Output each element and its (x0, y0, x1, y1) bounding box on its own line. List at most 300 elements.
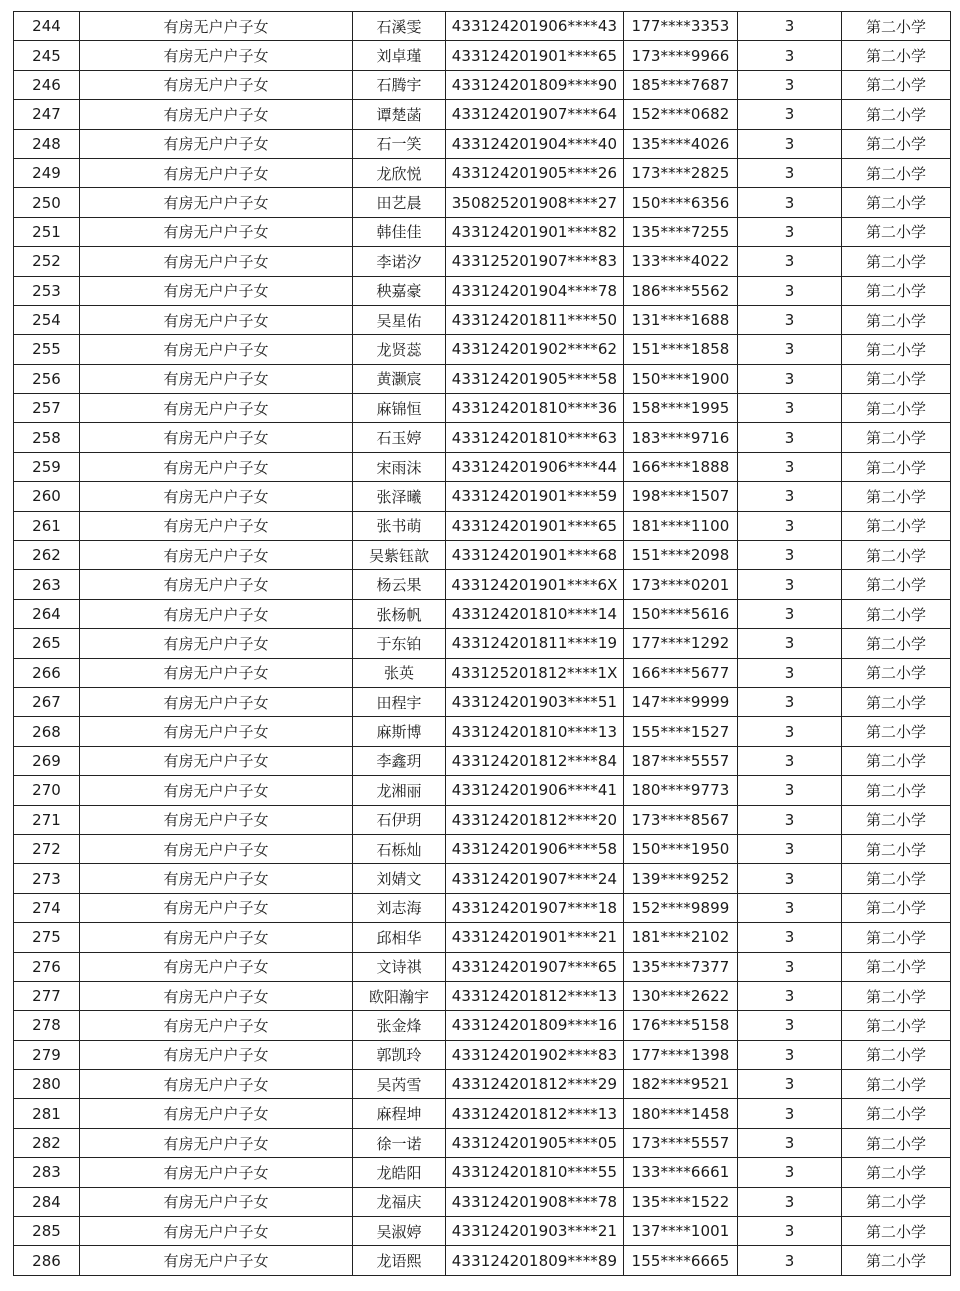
table-row (14, 541, 951, 570)
school-cell: 第二小学 (842, 805, 951, 834)
id-number-cell: 433124201901****68 (446, 541, 624, 570)
school-cell: 第二小学 (842, 129, 951, 158)
grade-cell: 3 (738, 247, 842, 276)
category-cell: 有房无户户子女 (80, 129, 353, 158)
school-cell: 第二小学 (842, 452, 951, 481)
student-name-cell: 石栎灿 (353, 834, 446, 863)
enrollment-table (13, 11, 951, 1276)
school-cell: 第二小学 (842, 981, 951, 1010)
phone-number-cell: 166****1888 (624, 452, 738, 481)
table-row (14, 1246, 951, 1275)
grade-cell: 3 (738, 70, 842, 99)
phone-number-cell: 173****5557 (624, 1128, 738, 1157)
grade-cell: 3 (738, 1246, 842, 1275)
row-number-cell: 265 (14, 629, 80, 658)
category-cell: 有房无户户子女 (80, 247, 353, 276)
grade-cell: 3 (738, 305, 842, 334)
grade-cell: 3 (738, 1128, 842, 1157)
category-cell: 有房无户户子女 (80, 834, 353, 863)
id-number-cell: 433124201812****29 (446, 1070, 624, 1099)
row-number-cell: 245 (14, 41, 80, 70)
phone-number-cell: 198****1507 (624, 482, 738, 511)
row-number-cell: 268 (14, 717, 80, 746)
school-cell: 第二小学 (842, 364, 951, 393)
id-number-cell: 433124201906****41 (446, 776, 624, 805)
phone-number-cell: 181****2102 (624, 923, 738, 952)
phone-number-cell: 177****1398 (624, 1040, 738, 1069)
category-cell: 有房无户户子女 (80, 1070, 353, 1099)
table-row (14, 482, 951, 511)
id-number-cell: 433124201906****43 (446, 12, 624, 41)
row-number-cell: 261 (14, 511, 80, 540)
school-cell: 第二小学 (842, 599, 951, 628)
student-name-cell: 黄灏宸 (353, 364, 446, 393)
category-cell: 有房无户户子女 (80, 1099, 353, 1128)
grade-cell: 3 (738, 364, 842, 393)
id-number-cell: 433125201907****83 (446, 247, 624, 276)
grade-cell: 3 (738, 658, 842, 687)
table-row (14, 776, 951, 805)
school-cell: 第二小学 (842, 100, 951, 129)
table-row (14, 335, 951, 364)
table-row (14, 834, 951, 863)
student-name-cell: 吴芮雪 (353, 1070, 446, 1099)
row-number-cell: 273 (14, 864, 80, 893)
student-name-cell: 郭凯玲 (353, 1040, 446, 1069)
category-cell: 有房无户户子女 (80, 158, 353, 187)
row-number-cell: 281 (14, 1099, 80, 1128)
table-row (14, 864, 951, 893)
category-cell: 有房无户户子女 (80, 100, 353, 129)
grade-cell: 3 (738, 687, 842, 716)
school-cell: 第二小学 (842, 1128, 951, 1157)
table-row (14, 805, 951, 834)
row-number-cell: 257 (14, 394, 80, 423)
phone-number-cell: 151****2098 (624, 541, 738, 570)
school-cell: 第二小学 (842, 41, 951, 70)
category-cell: 有房无户户子女 (80, 1011, 353, 1040)
table-row (14, 394, 951, 423)
category-cell: 有房无户户子女 (80, 41, 353, 70)
phone-number-cell: 150****6356 (624, 188, 738, 217)
student-name-cell: 石玉婷 (353, 423, 446, 452)
id-number-cell: 433124201905****58 (446, 364, 624, 393)
student-name-cell: 麻锦恒 (353, 394, 446, 423)
school-cell: 第二小学 (842, 923, 951, 952)
row-number-cell: 283 (14, 1158, 80, 1187)
grade-cell: 3 (738, 511, 842, 540)
id-number-cell: 433124201901****65 (446, 41, 624, 70)
grade-cell: 3 (738, 394, 842, 423)
table-row (14, 1099, 951, 1128)
row-number-cell: 279 (14, 1040, 80, 1069)
id-number-cell: 350825201908****27 (446, 188, 624, 217)
category-cell: 有房无户户子女 (80, 364, 353, 393)
category-cell: 有房无户户子女 (80, 1158, 353, 1187)
row-number-cell: 277 (14, 981, 80, 1010)
school-cell: 第二小学 (842, 423, 951, 452)
row-number-cell: 264 (14, 599, 80, 628)
student-name-cell: 吴淑婷 (353, 1217, 446, 1246)
table-row (14, 687, 951, 716)
table-row (14, 981, 951, 1010)
phone-number-cell: 152****9899 (624, 893, 738, 922)
student-name-cell: 吴星佑 (353, 305, 446, 334)
grade-cell: 3 (738, 129, 842, 158)
category-cell: 有房无户户子女 (80, 1040, 353, 1069)
category-cell: 有房无户户子女 (80, 1217, 353, 1246)
student-name-cell: 龙语熙 (353, 1246, 446, 1275)
school-cell: 第二小学 (842, 746, 951, 775)
table-row (14, 1070, 951, 1099)
student-name-cell: 麻程坤 (353, 1099, 446, 1128)
row-number-cell: 248 (14, 129, 80, 158)
phone-number-cell: 173****8567 (624, 805, 738, 834)
phone-number-cell: 150****5616 (624, 599, 738, 628)
grade-cell: 3 (738, 981, 842, 1010)
grade-cell: 3 (738, 423, 842, 452)
category-cell: 有房无户户子女 (80, 482, 353, 511)
phone-number-cell: 166****5677 (624, 658, 738, 687)
grade-cell: 3 (738, 217, 842, 246)
id-number-cell: 433124201907****18 (446, 893, 624, 922)
id-number-cell: 433124201812****84 (446, 746, 624, 775)
grade-cell: 3 (738, 570, 842, 599)
school-cell: 第二小学 (842, 717, 951, 746)
school-cell: 第二小学 (842, 1099, 951, 1128)
student-name-cell: 张英 (353, 658, 446, 687)
id-number-cell: 433124201812****13 (446, 1099, 624, 1128)
school-cell: 第二小学 (842, 1070, 951, 1099)
school-cell: 第二小学 (842, 1246, 951, 1275)
table-row (14, 188, 951, 217)
id-number-cell: 433124201812****13 (446, 981, 624, 1010)
id-number-cell: 433124201902****62 (446, 335, 624, 364)
grade-cell: 3 (738, 158, 842, 187)
school-cell: 第二小学 (842, 864, 951, 893)
id-number-cell: 433124201904****78 (446, 276, 624, 305)
student-name-cell: 欧阳瀚宇 (353, 981, 446, 1010)
table-row (14, 1128, 951, 1157)
row-number-cell: 274 (14, 893, 80, 922)
table-row (14, 41, 951, 70)
student-name-cell: 刘志海 (353, 893, 446, 922)
grade-cell: 3 (738, 188, 842, 217)
grade-cell: 3 (738, 864, 842, 893)
id-number-cell: 433124201809****16 (446, 1011, 624, 1040)
grade-cell: 3 (738, 834, 842, 863)
row-number-cell: 258 (14, 423, 80, 452)
phone-number-cell: 183****9716 (624, 423, 738, 452)
table-row (14, 100, 951, 129)
category-cell: 有房无户户子女 (80, 687, 353, 716)
student-name-cell: 刘婧文 (353, 864, 446, 893)
phone-number-cell: 155****6665 (624, 1246, 738, 1275)
row-number-cell: 256 (14, 364, 80, 393)
id-number-cell: 433124201901****82 (446, 217, 624, 246)
table-row (14, 1011, 951, 1040)
phone-number-cell: 177****1292 (624, 629, 738, 658)
id-number-cell: 433124201810****63 (446, 423, 624, 452)
student-name-cell: 龙皓阳 (353, 1158, 446, 1187)
grade-cell: 3 (738, 541, 842, 570)
row-number-cell: 269 (14, 746, 80, 775)
student-name-cell: 田程宇 (353, 687, 446, 716)
school-cell: 第二小学 (842, 276, 951, 305)
phone-number-cell: 180****9773 (624, 776, 738, 805)
grade-cell: 3 (738, 276, 842, 305)
id-number-cell: 433124201812****20 (446, 805, 624, 834)
category-cell: 有房无户户子女 (80, 1187, 353, 1216)
id-number-cell: 433124201809****89 (446, 1246, 624, 1275)
student-name-cell: 石伊玥 (353, 805, 446, 834)
row-number-cell: 262 (14, 541, 80, 570)
table-row (14, 129, 951, 158)
student-name-cell: 石一笑 (353, 129, 446, 158)
school-cell: 第二小学 (842, 1158, 951, 1187)
phone-number-cell: 135****7377 (624, 952, 738, 981)
row-number-cell: 263 (14, 570, 80, 599)
id-number-cell: 433124201809****90 (446, 70, 624, 99)
school-cell: 第二小学 (842, 217, 951, 246)
phone-number-cell: 135****1522 (624, 1187, 738, 1216)
row-number-cell: 267 (14, 687, 80, 716)
grade-cell: 3 (738, 599, 842, 628)
phone-number-cell: 131****1688 (624, 305, 738, 334)
category-cell: 有房无户户子女 (80, 981, 353, 1010)
phone-number-cell: 187****5557 (624, 746, 738, 775)
school-cell: 第二小学 (842, 1187, 951, 1216)
student-name-cell: 谭楚菡 (353, 100, 446, 129)
student-name-cell: 龙贤蕊 (353, 335, 446, 364)
grade-cell: 3 (738, 335, 842, 364)
table-row (14, 452, 951, 481)
student-name-cell: 田艺晨 (353, 188, 446, 217)
student-name-cell: 张金烽 (353, 1011, 446, 1040)
student-name-cell: 文诗祺 (353, 952, 446, 981)
row-number-cell: 286 (14, 1246, 80, 1275)
category-cell: 有房无户户子女 (80, 541, 353, 570)
category-cell: 有房无户户子女 (80, 1128, 353, 1157)
category-cell: 有房无户户子女 (80, 217, 353, 246)
row-number-cell: 244 (14, 12, 80, 41)
phone-number-cell: 173****0201 (624, 570, 738, 599)
id-number-cell: 433124201901****59 (446, 482, 624, 511)
phone-number-cell: 158****1995 (624, 394, 738, 423)
id-number-cell: 433124201901****21 (446, 923, 624, 952)
table-row (14, 1040, 951, 1069)
table-row (14, 158, 951, 187)
row-number-cell: 255 (14, 335, 80, 364)
row-number-cell: 278 (14, 1011, 80, 1040)
school-cell: 第二小学 (842, 776, 951, 805)
phone-number-cell: 181****1100 (624, 511, 738, 540)
id-number-cell: 433124201905****05 (446, 1128, 624, 1157)
grade-cell: 3 (738, 1011, 842, 1040)
table-row (14, 305, 951, 334)
grade-cell: 3 (738, 41, 842, 70)
table-row (14, 423, 951, 452)
phone-number-cell: 151****1858 (624, 335, 738, 364)
phone-number-cell: 180****1458 (624, 1099, 738, 1128)
category-cell: 有房无户户子女 (80, 12, 353, 41)
phone-number-cell: 133****6661 (624, 1158, 738, 1187)
grade-cell: 3 (738, 776, 842, 805)
category-cell: 有房无户户子女 (80, 423, 353, 452)
category-cell: 有房无户户子女 (80, 599, 353, 628)
row-number-cell: 259 (14, 452, 80, 481)
row-number-cell: 272 (14, 834, 80, 863)
student-name-cell: 韩佳佳 (353, 217, 446, 246)
grade-cell: 3 (738, 893, 842, 922)
category-cell: 有房无户户子女 (80, 511, 353, 540)
school-cell: 第二小学 (842, 511, 951, 540)
id-number-cell: 433125201812****1X (446, 658, 624, 687)
student-name-cell: 龙福庆 (353, 1187, 446, 1216)
category-cell: 有房无户户子女 (80, 335, 353, 364)
table-row (14, 511, 951, 540)
row-number-cell: 251 (14, 217, 80, 246)
school-cell: 第二小学 (842, 394, 951, 423)
id-number-cell: 433124201903****51 (446, 687, 624, 716)
table-row (14, 1187, 951, 1216)
id-number-cell: 433124201903****21 (446, 1217, 624, 1246)
school-cell: 第二小学 (842, 834, 951, 863)
id-number-cell: 433124201811****19 (446, 629, 624, 658)
grade-cell: 3 (738, 805, 842, 834)
category-cell: 有房无户户子女 (80, 952, 353, 981)
category-cell: 有房无户户子女 (80, 452, 353, 481)
school-cell: 第二小学 (842, 1040, 951, 1069)
table-row (14, 599, 951, 628)
category-cell: 有房无户户子女 (80, 1246, 353, 1275)
row-number-cell: 271 (14, 805, 80, 834)
school-cell: 第二小学 (842, 335, 951, 364)
grade-cell: 3 (738, 1217, 842, 1246)
row-number-cell: 246 (14, 70, 80, 99)
category-cell: 有房无户户子女 (80, 394, 353, 423)
row-number-cell: 247 (14, 100, 80, 129)
id-number-cell: 433124201904****40 (446, 129, 624, 158)
student-name-cell: 张书萌 (353, 511, 446, 540)
id-number-cell: 433124201901****65 (446, 511, 624, 540)
table-row (14, 364, 951, 393)
grade-cell: 3 (738, 952, 842, 981)
id-number-cell: 433124201810****14 (446, 599, 624, 628)
id-number-cell: 433124201810****36 (446, 394, 624, 423)
id-number-cell: 433124201901****6X (446, 570, 624, 599)
grade-cell: 3 (738, 1158, 842, 1187)
table-row (14, 952, 951, 981)
category-cell: 有房无户户子女 (80, 864, 353, 893)
row-number-cell: 275 (14, 923, 80, 952)
category-cell: 有房无户户子女 (80, 746, 353, 775)
category-cell: 有房无户户子女 (80, 629, 353, 658)
row-number-cell: 254 (14, 305, 80, 334)
school-cell: 第二小学 (842, 305, 951, 334)
phone-number-cell: 173****9966 (624, 41, 738, 70)
grade-cell: 3 (738, 923, 842, 952)
phone-number-cell: 137****1001 (624, 1217, 738, 1246)
table-row (14, 717, 951, 746)
id-number-cell: 433124201810****55 (446, 1158, 624, 1187)
grade-cell: 3 (738, 746, 842, 775)
student-name-cell: 吴紫钰歆 (353, 541, 446, 570)
category-cell: 有房无户户子女 (80, 893, 353, 922)
school-cell: 第二小学 (842, 893, 951, 922)
school-cell: 第二小学 (842, 482, 951, 511)
row-number-cell: 270 (14, 776, 80, 805)
row-number-cell: 276 (14, 952, 80, 981)
grade-cell: 3 (738, 1070, 842, 1099)
school-cell: 第二小学 (842, 1217, 951, 1246)
grade-cell: 3 (738, 1099, 842, 1128)
grade-cell: 3 (738, 482, 842, 511)
id-number-cell: 433124201906****44 (446, 452, 624, 481)
student-name-cell: 李诺汐 (353, 247, 446, 276)
category-cell: 有房无户户子女 (80, 805, 353, 834)
table-row (14, 746, 951, 775)
category-cell: 有房无户户子女 (80, 276, 353, 305)
phone-number-cell: 185****7687 (624, 70, 738, 99)
category-cell: 有房无户户子女 (80, 923, 353, 952)
school-cell: 第二小学 (842, 687, 951, 716)
school-cell: 第二小学 (842, 952, 951, 981)
row-number-cell: 282 (14, 1128, 80, 1157)
grade-cell: 3 (738, 1187, 842, 1216)
student-name-cell: 杨云果 (353, 570, 446, 599)
category-cell: 有房无户户子女 (80, 658, 353, 687)
school-cell: 第二小学 (842, 1011, 951, 1040)
category-cell: 有房无户户子女 (80, 70, 353, 99)
id-number-cell: 433124201902****83 (446, 1040, 624, 1069)
phone-number-cell: 135****7255 (624, 217, 738, 246)
school-cell: 第二小学 (842, 541, 951, 570)
student-name-cell: 秧嘉豪 (353, 276, 446, 305)
grade-cell: 3 (738, 717, 842, 746)
phone-number-cell: 152****0682 (624, 100, 738, 129)
category-cell: 有房无户户子女 (80, 776, 353, 805)
id-number-cell: 433124201907****24 (446, 864, 624, 893)
row-number-cell: 266 (14, 658, 80, 687)
table-row (14, 923, 951, 952)
phone-number-cell: 182****9521 (624, 1070, 738, 1099)
table-row (14, 217, 951, 246)
row-number-cell: 260 (14, 482, 80, 511)
student-name-cell: 宋雨沫 (353, 452, 446, 481)
grade-cell: 3 (738, 100, 842, 129)
school-cell: 第二小学 (842, 247, 951, 276)
category-cell: 有房无户户子女 (80, 717, 353, 746)
student-name-cell: 张杨帆 (353, 599, 446, 628)
student-name-cell: 龙欣悦 (353, 158, 446, 187)
table-row (14, 12, 951, 41)
phone-number-cell: 147****9999 (624, 687, 738, 716)
student-name-cell: 麻斯博 (353, 717, 446, 746)
id-number-cell: 433124201810****13 (446, 717, 624, 746)
school-cell: 第二小学 (842, 658, 951, 687)
category-cell: 有房无户户子女 (80, 188, 353, 217)
student-name-cell: 邱相华 (353, 923, 446, 952)
table-row (14, 276, 951, 305)
id-number-cell: 433124201907****65 (446, 952, 624, 981)
student-name-cell: 李鑫玥 (353, 746, 446, 775)
table-body (14, 12, 951, 1276)
phone-number-cell: 186****5562 (624, 276, 738, 305)
row-number-cell: 280 (14, 1070, 80, 1099)
table-row (14, 247, 951, 276)
phone-number-cell: 155****1527 (624, 717, 738, 746)
